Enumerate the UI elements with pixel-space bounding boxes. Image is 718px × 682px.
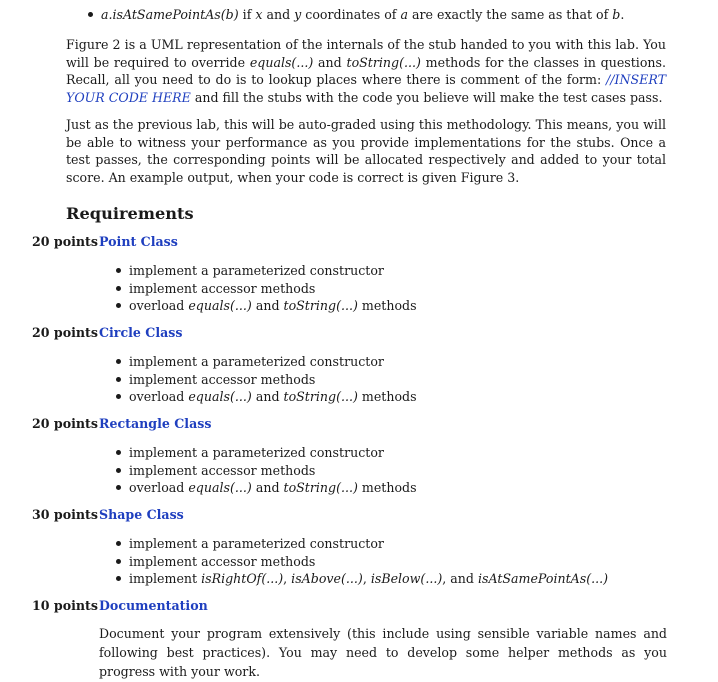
method-isbelow: isBelow(...) — [370, 571, 443, 586]
text: and — [251, 480, 284, 495]
bullet-dot — [116, 485, 121, 490]
circle-class-list — [116, 353, 417, 406]
bullet-dot — [116, 268, 121, 273]
method-equals: equals(...) — [188, 298, 252, 313]
method-tostring: toString(...) — [283, 389, 358, 404]
bullet-dot — [116, 541, 121, 546]
list-item — [116, 535, 608, 553]
method-tostring: toString(...) — [283, 480, 358, 495]
var-a: a — [400, 7, 408, 22]
var-y: y — [294, 7, 302, 22]
text: , — [283, 571, 292, 586]
text: are exactly the same as that of — [408, 7, 613, 22]
bullet-dot — [116, 450, 121, 455]
section-title-shape-class: Shape Class — [99, 507, 184, 522]
text: , — [362, 571, 371, 586]
section-points: 20 points — [32, 234, 98, 249]
bullet-dot — [116, 303, 121, 308]
bullet-dot — [116, 576, 121, 581]
method-isrightof: isRightOf(...) — [201, 571, 284, 586]
text: overload — [129, 389, 189, 404]
bullet-dot — [116, 377, 121, 382]
text: Figure 2 is a UML representation of the internals of the stub handed to you with this lab. You will be required to override — [66, 37, 666, 70]
text: . — [620, 7, 625, 22]
list-item — [116, 371, 417, 389]
section-title-circle-class: Circle Class — [99, 325, 183, 340]
text: , and — [442, 571, 478, 586]
documentation-paragraph: Document your program extensively (this include using sensible variable names and following best practices). You may need to develop some helper methods as you progress with your work. — [99, 626, 667, 679]
text: implement accessor methods — [129, 553, 316, 569]
list-item — [116, 280, 417, 298]
text: methods for the classes in questions. Recall, all you need to do is to lookup places where there is comment of the form: — [66, 54, 666, 88]
text: overload — [129, 480, 189, 495]
text: and — [262, 7, 295, 22]
section-title-point-class: Point Class — [99, 234, 178, 249]
method-equals: equals(...) — [188, 480, 252, 495]
requirements-heading: Requirements — [66, 204, 194, 223]
list-item — [116, 262, 417, 280]
bullet-dot — [116, 394, 121, 399]
text: methods — [357, 480, 417, 495]
text: and — [313, 54, 347, 70]
list-item — [116, 462, 417, 480]
code-comment: //INSERT YOUR CODE HERE — [66, 72, 666, 105]
method-equals: equals(...) — [188, 389, 252, 404]
text: implement a parameterized constructor — [129, 445, 384, 460]
section-title-documentation: Documentation — [99, 598, 208, 613]
text: if — [238, 7, 256, 22]
bullet-dot — [116, 286, 121, 291]
section-points: 10 points — [32, 598, 98, 613]
paragraph-uml — [66, 36, 666, 106]
text: implement — [129, 571, 202, 586]
section-points: 20 points — [32, 416, 98, 431]
method-isabove: isAbove(...) — [291, 571, 363, 586]
text: implement accessor methods — [129, 371, 316, 387]
list-item — [116, 444, 417, 462]
list-item — [116, 388, 417, 406]
text: coordinates of — [301, 7, 401, 22]
text: methods — [357, 389, 417, 404]
text: and — [251, 389, 284, 404]
method-equals: equals(...) — [249, 54, 314, 70]
list-item — [116, 353, 417, 371]
paragraph-autograde: Just as the previous lab, this will be auto-graded using this methodology. This means, you will be able to witness your performance as you provide implementations for the stubs. Once a test passes, the corresponding points will be allocated respectively and added to your total score. An example output, when your code is correct is given Figure 3. — [66, 117, 666, 185]
list-item — [116, 479, 417, 497]
rectangle-class-list — [116, 444, 417, 497]
text: and fill the stubs with the code you believe will make the test cases pass. — [190, 89, 663, 105]
section-title-rectangle-class: Rectangle Class — [99, 416, 212, 431]
section-points: 30 points — [32, 507, 98, 522]
var-x: x — [255, 7, 263, 22]
text: and — [251, 298, 284, 313]
text: implement a parameterized constructor — [129, 263, 384, 278]
list-item — [116, 297, 417, 315]
point-class-list — [116, 262, 417, 315]
text: overload — [129, 298, 189, 313]
text: implement accessor methods — [129, 462, 316, 478]
bullet-dot — [116, 559, 121, 564]
var-b: b — [612, 7, 621, 22]
bullet-dot — [88, 12, 93, 17]
text: implement a parameterized constructor — [129, 536, 384, 551]
shape-class-list — [116, 535, 608, 588]
section-points: 20 points — [32, 325, 98, 340]
method-tostring: toString(...) — [346, 54, 421, 70]
text: implement a parameterized constructor — [129, 354, 384, 369]
method-name: a.isAtSamePointAs(b) — [101, 7, 239, 22]
bullet-dot — [116, 468, 121, 473]
text: methods — [357, 298, 417, 313]
text: implement accessor methods — [129, 280, 316, 296]
intro-bullet — [88, 6, 624, 24]
method-isatsamepointas: isAtSamePointAs(...) — [477, 571, 609, 586]
bullet-dot — [116, 359, 121, 364]
list-item — [116, 553, 608, 571]
method-tostring: toString(...) — [283, 298, 358, 313]
list-item — [116, 570, 608, 588]
